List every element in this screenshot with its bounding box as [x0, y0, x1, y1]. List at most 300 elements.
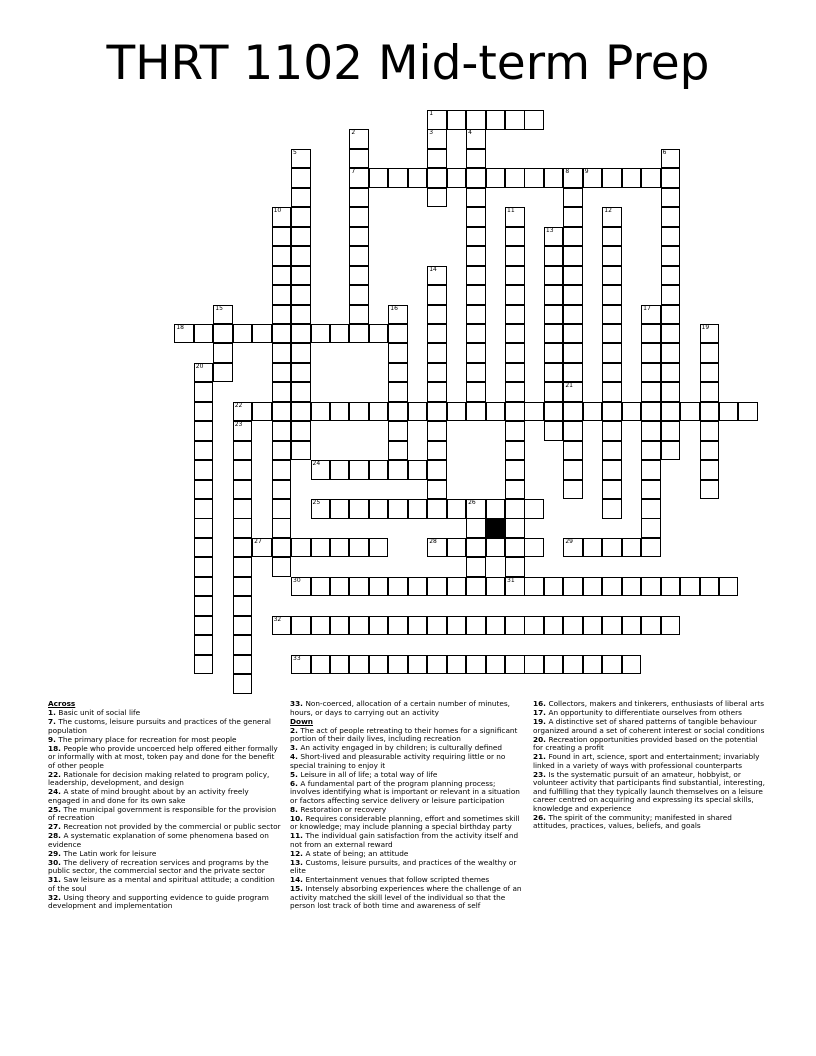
grid-cell[interactable] — [330, 460, 350, 480]
grid-cell[interactable] — [408, 499, 428, 519]
grid-cell[interactable] — [388, 382, 408, 402]
grid-cell[interactable] — [427, 499, 447, 519]
grid-cell[interactable] — [641, 168, 661, 188]
grid-cell[interactable] — [563, 305, 583, 325]
grid-cell[interactable] — [505, 577, 525, 597]
grid-cell[interactable] — [641, 363, 661, 383]
grid-cell[interactable] — [388, 441, 408, 461]
grid-cell[interactable] — [466, 363, 486, 383]
grid-cell[interactable] — [544, 616, 564, 636]
grid-cell[interactable] — [641, 460, 661, 480]
grid-cell[interactable] — [563, 285, 583, 305]
grid-cell[interactable] — [272, 363, 292, 383]
grid-cell[interactable] — [330, 655, 350, 675]
grid-cell[interactable] — [291, 227, 311, 247]
grid-cell[interactable] — [330, 538, 350, 558]
grid-cell[interactable] — [524, 538, 544, 558]
grid-cell[interactable] — [272, 285, 292, 305]
grid-cell[interactable] — [369, 168, 389, 188]
grid-cell[interactable] — [602, 305, 622, 325]
grid-cell[interactable] — [661, 188, 681, 208]
grid-cell[interactable] — [272, 207, 292, 227]
grid-cell[interactable] — [700, 441, 720, 461]
grid-cell[interactable] — [602, 402, 622, 422]
grid-cell[interactable] — [700, 402, 720, 422]
grid-cell[interactable] — [213, 343, 233, 363]
grid-cell[interactable] — [427, 460, 447, 480]
grid-cell[interactable] — [291, 305, 311, 325]
grid-cell[interactable] — [466, 499, 486, 519]
grid-cell[interactable] — [447, 168, 467, 188]
grid-cell[interactable] — [194, 538, 214, 558]
grid-cell[interactable] — [563, 363, 583, 383]
grid-cell[interactable] — [427, 402, 447, 422]
grid-cell[interactable] — [311, 460, 331, 480]
grid-cell[interactable] — [486, 402, 506, 422]
grid-cell[interactable] — [641, 305, 661, 325]
grid-cell[interactable] — [194, 499, 214, 519]
grid-cell[interactable] — [602, 266, 622, 286]
grid-cell[interactable] — [641, 480, 661, 500]
grid-cell[interactable] — [349, 577, 369, 597]
grid-cell[interactable] — [447, 577, 467, 597]
grid-cell[interactable] — [369, 460, 389, 480]
grid-cell[interactable] — [661, 246, 681, 266]
grid-cell[interactable] — [272, 246, 292, 266]
grid-cell[interactable] — [408, 460, 428, 480]
grid-cell[interactable] — [194, 480, 214, 500]
grid-cell[interactable] — [291, 538, 311, 558]
grid-cell[interactable] — [466, 227, 486, 247]
grid-cell[interactable] — [505, 557, 525, 577]
grid-cell[interactable] — [427, 285, 447, 305]
grid-cell[interactable] — [466, 655, 486, 675]
grid-cell[interactable] — [661, 402, 681, 422]
grid-cell[interactable] — [427, 266, 447, 286]
grid-cell[interactable] — [641, 402, 661, 422]
grid-cell[interactable] — [349, 538, 369, 558]
grid-cell[interactable] — [272, 382, 292, 402]
grid-cell[interactable] — [427, 324, 447, 344]
grid-cell[interactable] — [388, 343, 408, 363]
grid-cell[interactable] — [641, 441, 661, 461]
grid-cell[interactable] — [700, 382, 720, 402]
grid-cell[interactable] — [563, 246, 583, 266]
grid-cell[interactable] — [447, 655, 467, 675]
grid-cell[interactable] — [194, 557, 214, 577]
grid-cell[interactable] — [369, 655, 389, 675]
grid-cell[interactable] — [563, 480, 583, 500]
grid-cell[interactable] — [388, 460, 408, 480]
grid-cell[interactable] — [524, 402, 544, 422]
grid-cell[interactable] — [233, 480, 253, 500]
grid-cell[interactable] — [641, 518, 661, 538]
grid-cell[interactable] — [194, 460, 214, 480]
grid-cell[interactable] — [602, 324, 622, 344]
grid-cell[interactable] — [486, 616, 506, 636]
grid-cell[interactable] — [349, 499, 369, 519]
grid-cell[interactable] — [447, 402, 467, 422]
grid-cell[interactable] — [233, 324, 253, 344]
grid-cell[interactable] — [233, 635, 253, 655]
grid-cell[interactable] — [719, 577, 739, 597]
grid-cell[interactable] — [291, 246, 311, 266]
grid-cell[interactable] — [194, 635, 214, 655]
grid-cell[interactable] — [408, 402, 428, 422]
grid-cell[interactable] — [194, 441, 214, 461]
grid-cell[interactable] — [272, 402, 292, 422]
grid-cell[interactable] — [291, 382, 311, 402]
grid-cell[interactable] — [563, 655, 583, 675]
grid-cell[interactable] — [641, 616, 661, 636]
grid-cell[interactable] — [661, 285, 681, 305]
grid-cell[interactable] — [233, 499, 253, 519]
grid-cell[interactable] — [661, 441, 681, 461]
grid-cell[interactable] — [661, 421, 681, 441]
grid-cell[interactable] — [311, 402, 331, 422]
grid-cell[interactable] — [680, 402, 700, 422]
grid-cell[interactable] — [388, 324, 408, 344]
grid-cell[interactable] — [622, 538, 642, 558]
grid-cell[interactable] — [388, 577, 408, 597]
grid-cell[interactable] — [563, 577, 583, 597]
grid-cell[interactable] — [700, 460, 720, 480]
grid-cell[interactable] — [330, 616, 350, 636]
grid-cell[interactable] — [330, 577, 350, 597]
grid-cell[interactable] — [700, 324, 720, 344]
grid-cell[interactable] — [486, 577, 506, 597]
grid-cell[interactable] — [700, 343, 720, 363]
grid-cell[interactable] — [602, 382, 622, 402]
grid-cell[interactable] — [427, 363, 447, 383]
grid-cell[interactable] — [505, 460, 525, 480]
grid-cell[interactable] — [524, 110, 544, 130]
grid-cell[interactable] — [233, 518, 253, 538]
grid-cell[interactable] — [291, 324, 311, 344]
grid-cell[interactable] — [486, 110, 506, 130]
grid-cell[interactable] — [349, 305, 369, 325]
grid-cell[interactable] — [466, 538, 486, 558]
grid-cell[interactable] — [272, 616, 292, 636]
grid-cell[interactable] — [427, 441, 447, 461]
grid-cell[interactable] — [291, 207, 311, 227]
grid-cell[interactable] — [505, 266, 525, 286]
grid-cell[interactable] — [233, 421, 253, 441]
grid-cell[interactable] — [388, 655, 408, 675]
grid-cell[interactable] — [622, 577, 642, 597]
grid-cell[interactable] — [602, 460, 622, 480]
grid-cell[interactable] — [602, 655, 622, 675]
grid-cell[interactable] — [466, 285, 486, 305]
grid-cell[interactable] — [349, 188, 369, 208]
grid-cell[interactable] — [466, 557, 486, 577]
grid-cell[interactable] — [563, 460, 583, 480]
grid-cell[interactable] — [466, 246, 486, 266]
grid-cell[interactable] — [466, 305, 486, 325]
grid-cell[interactable] — [233, 616, 253, 636]
grid-cell[interactable] — [486, 168, 506, 188]
grid-cell[interactable] — [505, 441, 525, 461]
grid-cell[interactable] — [194, 421, 214, 441]
grid-cell[interactable] — [466, 149, 486, 169]
grid-cell[interactable] — [408, 577, 428, 597]
grid-cell[interactable] — [466, 110, 486, 130]
grid-cell[interactable] — [369, 538, 389, 558]
grid-cell[interactable] — [505, 480, 525, 500]
grid-cell[interactable] — [388, 168, 408, 188]
grid-cell[interactable] — [291, 363, 311, 383]
grid-cell[interactable] — [602, 616, 622, 636]
grid-cell[interactable] — [194, 402, 214, 422]
grid-cell[interactable] — [349, 324, 369, 344]
grid-cell[interactable] — [272, 266, 292, 286]
grid-cell[interactable] — [233, 460, 253, 480]
grid-cell[interactable] — [544, 577, 564, 597]
grid-cell[interactable] — [602, 538, 622, 558]
grid-cell[interactable] — [427, 538, 447, 558]
grid-cell[interactable] — [583, 538, 603, 558]
grid-cell[interactable] — [700, 480, 720, 500]
grid-cell[interactable] — [369, 499, 389, 519]
grid-cell[interactable] — [486, 538, 506, 558]
grid-cell[interactable] — [544, 305, 564, 325]
grid-cell[interactable] — [194, 655, 214, 675]
grid-cell[interactable] — [349, 266, 369, 286]
grid-cell[interactable] — [661, 343, 681, 363]
grid-cell[interactable] — [661, 305, 681, 325]
grid-cell[interactable] — [369, 616, 389, 636]
grid-cell[interactable] — [466, 382, 486, 402]
grid-cell[interactable] — [602, 207, 622, 227]
grid-cell[interactable] — [641, 577, 661, 597]
grid-cell[interactable] — [233, 596, 253, 616]
grid-cell[interactable] — [563, 343, 583, 363]
grid-cell[interactable] — [233, 441, 253, 461]
grid-cell[interactable] — [427, 110, 447, 130]
grid-cell[interactable] — [641, 499, 661, 519]
grid-cell[interactable] — [369, 324, 389, 344]
grid-cell[interactable] — [505, 285, 525, 305]
grid-cell[interactable] — [388, 363, 408, 383]
grid-cell[interactable] — [563, 616, 583, 636]
grid-cell[interactable] — [505, 227, 525, 247]
grid-cell[interactable] — [641, 421, 661, 441]
grid-cell[interactable] — [466, 168, 486, 188]
grid-cell[interactable] — [466, 266, 486, 286]
grid-cell[interactable] — [661, 324, 681, 344]
grid-cell[interactable] — [544, 227, 564, 247]
grid-cell[interactable] — [252, 402, 272, 422]
grid-cell[interactable] — [369, 577, 389, 597]
grid-cell[interactable] — [505, 207, 525, 227]
grid-cell[interactable] — [700, 577, 720, 597]
grid-cell[interactable] — [427, 188, 447, 208]
grid-cell[interactable] — [544, 343, 564, 363]
grid-cell[interactable] — [602, 285, 622, 305]
grid-cell[interactable] — [427, 655, 447, 675]
grid-cell[interactable] — [466, 129, 486, 149]
grid-cell[interactable] — [661, 207, 681, 227]
grid-cell[interactable] — [524, 577, 544, 597]
grid-cell[interactable] — [700, 421, 720, 441]
grid-cell[interactable] — [194, 324, 214, 344]
grid-cell[interactable] — [661, 616, 681, 636]
grid-cell[interactable] — [544, 324, 564, 344]
grid-cell[interactable] — [602, 168, 622, 188]
grid-cell[interactable] — [524, 499, 544, 519]
grid-cell[interactable] — [349, 655, 369, 675]
grid-cell[interactable] — [602, 499, 622, 519]
grid-cell[interactable] — [330, 499, 350, 519]
grid-cell[interactable] — [369, 402, 389, 422]
grid-cell[interactable] — [291, 655, 311, 675]
grid-cell[interactable] — [427, 305, 447, 325]
grid-cell[interactable] — [505, 324, 525, 344]
grid-cell[interactable] — [661, 149, 681, 169]
grid-cell[interactable] — [602, 421, 622, 441]
grid-cell[interactable] — [505, 246, 525, 266]
grid-cell[interactable] — [194, 596, 214, 616]
grid-cell[interactable] — [272, 460, 292, 480]
grid-cell[interactable] — [272, 227, 292, 247]
grid-cell[interactable] — [233, 577, 253, 597]
grid-cell[interactable] — [427, 168, 447, 188]
grid-cell[interactable] — [291, 285, 311, 305]
grid-cell[interactable] — [291, 266, 311, 286]
grid-cell[interactable] — [544, 363, 564, 383]
grid-cell[interactable] — [447, 110, 467, 130]
grid-cell[interactable] — [233, 655, 253, 675]
grid-cell[interactable] — [602, 246, 622, 266]
grid-cell[interactable] — [563, 266, 583, 286]
grid-cell[interactable] — [700, 363, 720, 383]
grid-cell[interactable] — [524, 616, 544, 636]
grid-cell[interactable] — [641, 382, 661, 402]
grid-cell[interactable] — [602, 577, 622, 597]
grid-cell[interactable] — [233, 538, 253, 558]
grid-cell[interactable] — [233, 674, 253, 694]
grid-cell[interactable] — [466, 324, 486, 344]
grid-cell[interactable] — [427, 616, 447, 636]
grid-cell[interactable] — [330, 324, 350, 344]
grid-cell[interactable] — [272, 324, 292, 344]
grid-cell[interactable] — [661, 577, 681, 597]
grid-cell[interactable] — [291, 441, 311, 461]
grid-cell[interactable] — [427, 421, 447, 441]
grid-cell[interactable] — [661, 363, 681, 383]
grid-cell[interactable] — [427, 480, 447, 500]
grid-cell[interactable] — [174, 324, 194, 344]
grid-cell[interactable] — [661, 168, 681, 188]
grid-cell[interactable] — [311, 538, 331, 558]
grid-cell[interactable] — [641, 343, 661, 363]
grid-cell[interactable] — [408, 616, 428, 636]
grid-cell[interactable] — [427, 382, 447, 402]
grid-cell[interactable] — [563, 382, 583, 402]
grid-cell[interactable] — [486, 499, 506, 519]
grid-cell[interactable] — [505, 402, 525, 422]
grid-cell[interactable] — [622, 168, 642, 188]
grid-cell[interactable] — [291, 168, 311, 188]
grid-cell[interactable] — [388, 421, 408, 441]
grid-cell[interactable] — [738, 402, 758, 422]
grid-cell[interactable] — [349, 129, 369, 149]
grid-cell[interactable] — [680, 577, 700, 597]
grid-cell[interactable] — [447, 616, 467, 636]
grid-cell[interactable] — [291, 188, 311, 208]
grid-cell[interactable] — [544, 421, 564, 441]
grid-cell[interactable] — [194, 363, 214, 383]
grid-cell[interactable] — [291, 343, 311, 363]
grid-cell[interactable] — [563, 207, 583, 227]
grid-cell[interactable] — [544, 285, 564, 305]
grid-cell[interactable] — [505, 110, 525, 130]
grid-cell[interactable] — [583, 655, 603, 675]
grid-cell[interactable] — [602, 480, 622, 500]
grid-cell[interactable] — [602, 343, 622, 363]
grid-cell[interactable] — [194, 577, 214, 597]
grid-cell[interactable] — [602, 441, 622, 461]
grid-cell[interactable] — [349, 207, 369, 227]
grid-cell[interactable] — [466, 402, 486, 422]
grid-cell[interactable] — [486, 655, 506, 675]
grid-cell[interactable] — [349, 285, 369, 305]
grid-cell[interactable] — [408, 168, 428, 188]
grid-cell[interactable] — [524, 168, 544, 188]
grid-cell[interactable] — [466, 207, 486, 227]
grid-cell[interactable] — [272, 305, 292, 325]
grid-cell[interactable] — [272, 441, 292, 461]
grid-cell[interactable] — [505, 518, 525, 538]
grid-cell[interactable] — [719, 402, 739, 422]
grid-cell[interactable] — [641, 538, 661, 558]
grid-cell[interactable] — [272, 499, 292, 519]
grid-cell[interactable] — [622, 402, 642, 422]
grid-cell[interactable] — [563, 421, 583, 441]
grid-cell[interactable] — [427, 577, 447, 597]
grid-cell[interactable] — [252, 538, 272, 558]
grid-cell[interactable] — [272, 343, 292, 363]
grid-cell[interactable] — [622, 616, 642, 636]
grid-cell[interactable] — [641, 324, 661, 344]
grid-cell[interactable] — [505, 305, 525, 325]
grid-cell[interactable] — [505, 168, 525, 188]
grid-cell[interactable] — [330, 402, 350, 422]
grid-cell[interactable] — [349, 616, 369, 636]
grid-cell[interactable] — [213, 324, 233, 344]
grid-cell[interactable] — [291, 421, 311, 441]
grid-cell[interactable] — [544, 382, 564, 402]
grid-cell[interactable] — [622, 655, 642, 675]
grid-cell[interactable] — [272, 518, 292, 538]
grid-cell[interactable] — [583, 577, 603, 597]
grid-cell[interactable] — [563, 402, 583, 422]
grid-cell[interactable] — [427, 149, 447, 169]
grid-cell[interactable] — [447, 538, 467, 558]
grid-cell[interactable] — [291, 402, 311, 422]
grid-cell[interactable] — [272, 421, 292, 441]
grid-cell[interactable] — [544, 402, 564, 422]
grid-cell[interactable] — [349, 168, 369, 188]
grid-cell[interactable] — [505, 538, 525, 558]
grid-cell[interactable] — [427, 343, 447, 363]
grid-cell[interactable] — [563, 168, 583, 188]
grid-cell[interactable] — [505, 421, 525, 441]
grid-cell[interactable] — [272, 480, 292, 500]
grid-cell[interactable] — [505, 363, 525, 383]
grid-cell[interactable] — [213, 305, 233, 325]
grid-cell[interactable] — [505, 616, 525, 636]
